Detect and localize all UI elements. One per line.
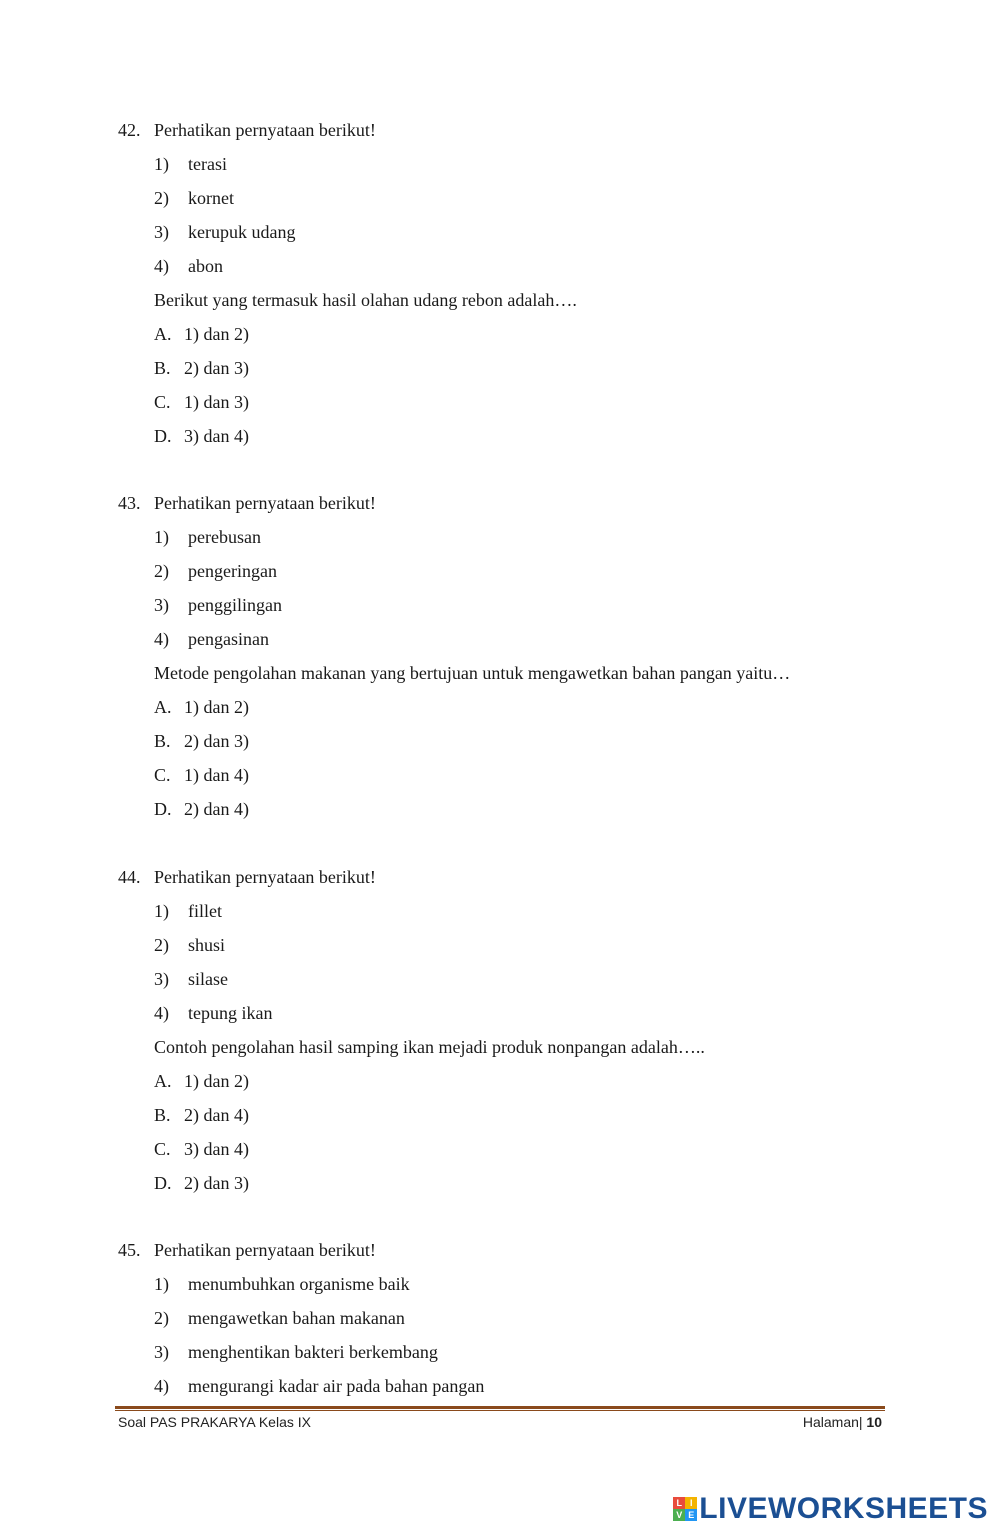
question-stem: Perhatikan pernyataan berikut! <box>154 493 376 513</box>
answer-option[interactable] <box>154 1070 249 1092</box>
item-text: pengasinan <box>188 629 269 649</box>
item-number: 2) <box>154 561 169 581</box>
question-prompt: Contoh pengolahan hasil samping ikan mejadi produk nonpangan adalah….. <box>154 1037 705 1057</box>
item-number: 2) <box>154 935 169 955</box>
option-letter: A. <box>154 697 172 717</box>
item-text: kornet <box>188 188 234 208</box>
answer-option[interactable] <box>154 764 249 786</box>
list-item <box>154 934 225 956</box>
item-number: 1) <box>154 527 169 547</box>
option-text: 3) dan 4) <box>184 426 249 446</box>
option-text: 1) dan 2) <box>184 697 249 717</box>
list-item <box>154 1375 484 1397</box>
option-text: 1) dan 2) <box>184 1071 249 1091</box>
page-label: Halaman| <box>802 1414 863 1430</box>
answer-option[interactable] <box>154 357 249 379</box>
logo-letter: I <box>685 1497 697 1509</box>
option-text: 2) dan 3) <box>184 358 249 378</box>
item-text: penggilingan <box>188 595 282 615</box>
item-number: 3) <box>154 222 169 242</box>
list-item <box>154 1002 272 1024</box>
item-number: 3) <box>154 969 169 989</box>
item-number: 4) <box>154 1003 169 1023</box>
item-number: 4) <box>154 629 169 649</box>
option-letter: B. <box>154 1105 171 1125</box>
option-letter: B. <box>154 731 171 751</box>
footer-page <box>803 1414 882 1430</box>
live-icon <box>673 1497 697 1521</box>
item-number: 2) <box>154 1308 169 1328</box>
option-letter: C. <box>154 1139 171 1159</box>
footer-rule-thick <box>115 1406 885 1409</box>
item-text: shusi <box>188 935 226 955</box>
list-item <box>154 560 277 582</box>
item-text: perebusan <box>188 527 261 547</box>
list-item <box>154 968 228 990</box>
item-number: 4) <box>154 1376 169 1396</box>
answer-option[interactable] <box>154 696 249 718</box>
option-letter: B. <box>154 358 171 378</box>
brand-text: LIVEWORKSHEETS <box>699 1492 988 1525</box>
option-letter: D. <box>154 1173 172 1193</box>
item-text: pengeringan <box>188 561 277 581</box>
option-text: 2) dan 3) <box>184 731 249 751</box>
list-item <box>154 628 269 650</box>
answer-option[interactable] <box>154 1172 249 1194</box>
answer-option[interactable] <box>154 1138 249 1160</box>
answer-option[interactable] <box>154 323 249 345</box>
question-stem: Perhatikan pernyataan berikut! <box>154 120 376 140</box>
option-text: 2) dan 4) <box>184 799 249 819</box>
option-letter: D. <box>154 799 172 819</box>
option-letter: A. <box>154 324 172 344</box>
list-item <box>154 1273 410 1295</box>
item-number: 3) <box>154 1342 169 1362</box>
list-item <box>154 187 234 209</box>
logo-letter: E <box>685 1509 697 1521</box>
question-number: 44. <box>118 867 141 887</box>
option-text: 1) dan 4) <box>184 765 249 785</box>
answer-option[interactable] <box>154 730 249 752</box>
item-text: menghentikan bakteri berkembang <box>188 1342 438 1362</box>
option-text: 1) dan 2) <box>184 324 249 344</box>
item-text: silase <box>188 969 228 989</box>
list-item <box>154 594 282 616</box>
list-item <box>154 1307 405 1329</box>
liveworksheets-logo <box>673 1492 988 1526</box>
list-item <box>154 900 222 922</box>
item-number: 2) <box>154 188 169 208</box>
question-number: 45. <box>118 1240 141 1260</box>
item-text: mengurangi kadar air pada bahan pangan <box>188 1376 485 1396</box>
question-stem: Perhatikan pernyataan berikut! <box>154 867 376 887</box>
item-text: mengawetkan bahan makanan <box>188 1308 405 1328</box>
option-letter: C. <box>154 765 171 785</box>
answer-option[interactable] <box>154 1104 249 1126</box>
question-number: 43. <box>118 493 141 513</box>
item-text: abon <box>188 256 223 276</box>
item-text: fillet <box>188 901 222 921</box>
option-letter: D. <box>154 426 172 446</box>
option-text: 2) dan 4) <box>184 1105 249 1125</box>
list-item <box>154 526 261 548</box>
option-letter: A. <box>154 1071 172 1091</box>
item-number: 1) <box>154 154 169 174</box>
item-text: menumbuhkan organisme baik <box>188 1274 410 1294</box>
list-item <box>154 255 223 277</box>
option-letter: C. <box>154 392 171 412</box>
option-text: 1) dan 3) <box>184 392 249 412</box>
answer-option[interactable] <box>154 391 249 413</box>
question-prompt: Metode pengolahan makanan yang bertujuan untuk mengawetkan bahan pangan yaitu… <box>154 663 791 683</box>
list-item <box>154 153 227 175</box>
item-number: 1) <box>154 901 169 921</box>
logo-letter: V <box>673 1509 685 1521</box>
option-text: 2) dan 3) <box>184 1173 249 1193</box>
list-item <box>154 221 295 243</box>
list-item <box>154 1341 438 1363</box>
question-number: 42. <box>118 120 141 140</box>
item-text: kerupuk udang <box>188 222 296 242</box>
item-text: terasi <box>188 154 227 174</box>
question-prompt: Berikut yang termasuk hasil olahan udang rebon adalah…. <box>154 290 577 310</box>
question-stem: Perhatikan pernyataan berikut! <box>154 1240 376 1260</box>
item-number: 3) <box>154 595 169 615</box>
footer-title: Soal PAS PRAKARYA Kelas IX <box>118 1414 311 1430</box>
item-number: 1) <box>154 1274 169 1294</box>
option-text: 3) dan 4) <box>184 1139 249 1159</box>
logo-letter: L <box>673 1497 685 1509</box>
page-number: 10 <box>866 1414 882 1430</box>
answer-option[interactable] <box>154 798 249 820</box>
item-text: tepung ikan <box>188 1003 273 1023</box>
answer-option[interactable] <box>154 425 249 447</box>
footer-rule-thin <box>115 1410 885 1411</box>
item-number: 4) <box>154 256 169 276</box>
